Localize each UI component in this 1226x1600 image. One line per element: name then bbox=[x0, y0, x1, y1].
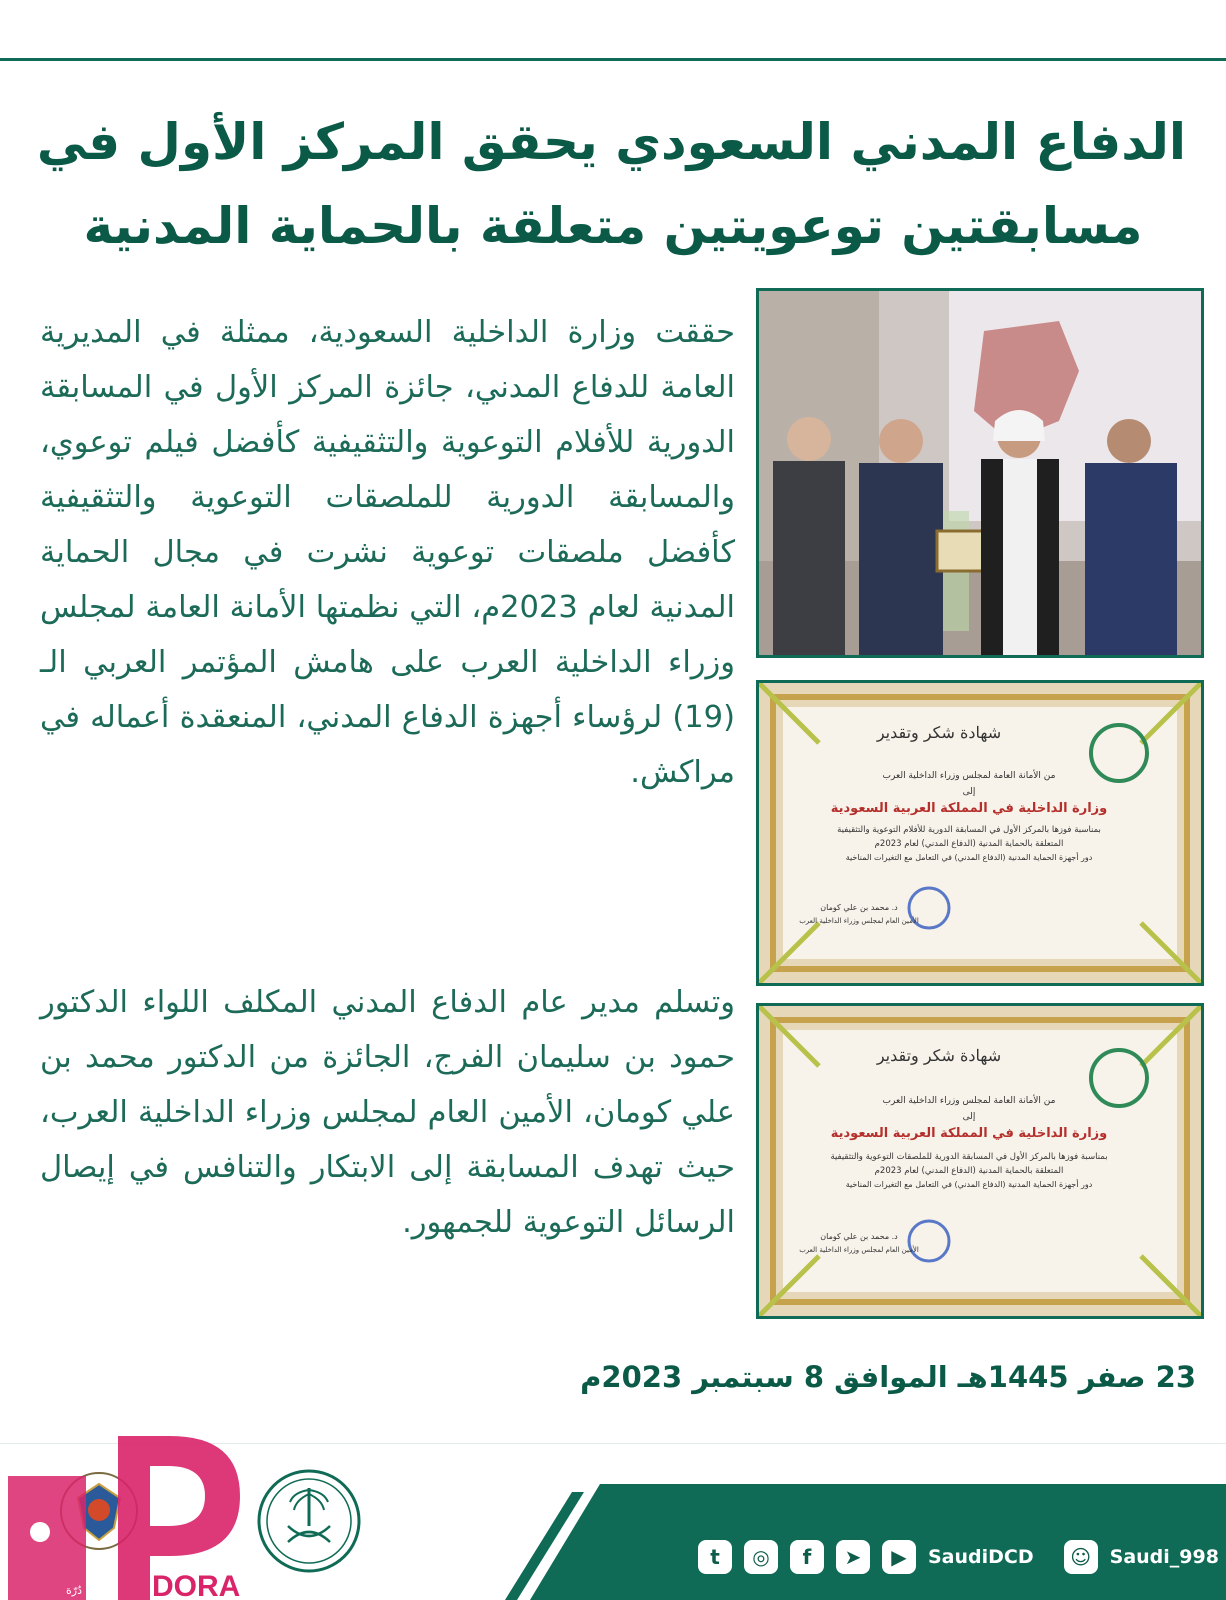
certificate-theme: دور أجهزة الحماية المدنية (الدفاع المدني) في التعامل مع التغيرات المناخية bbox=[845, 853, 1093, 862]
certificate-recipient: وزارة الداخلية في المملكة العربية السعودية bbox=[830, 801, 1108, 816]
watermark-logo bbox=[0, 1436, 245, 1600]
certificate-signer: د. محمد بن علي كومان bbox=[820, 903, 898, 912]
certificate-subtitle: المتعلقة بالحماية المدنية (الدفاع المدني) لعام 2023م bbox=[874, 1166, 1064, 1176]
article-paragraph-1: حققت وزارة الداخلية السعودية، ممثلة في المديرية العامة للدفاع المدني، جائزة المركز الأول في المسابقة الدورية للأفلام التوعوية والتثقيفية كأفضل فيلم توعوي، والمسابقة الدورية للملصقات التوعوية والتثقيفية كأفضل ملصقات توعوية نشرت في مجال الحماية المدنية لعام 2023م، التي نظمتها الأمانة العامة لمجلس وزراء الداخلية العرب على هامش المؤتمر العربي الـ (19) لرؤساء أجهزة الدفاع المدني، المنعقدة أعماله في مراكش. bbox=[40, 315, 735, 790]
certificate-photo-posters bbox=[756, 1003, 1204, 1319]
certificate-reason: بمناسبة فوزها بالمركز الأول في المسابقة الدورية للأفلام التوعوية والتثقيفية bbox=[837, 825, 1101, 835]
certificate-signer-title: الأمين العام لمجلس وزراء الداخلية العرب bbox=[799, 1246, 919, 1254]
social-bar bbox=[698, 1536, 1219, 1578]
certificate-recipient: وزارة الداخلية في المملكة العربية السعودية bbox=[830, 1126, 1108, 1141]
headline-line-1: الدفاع المدني السعودي يحقق المركز الأول في bbox=[36, 113, 1186, 171]
watermark-text: DORA bbox=[152, 1570, 241, 1600]
social-handle-998[interactable]: Saudi_998 bbox=[1109, 1546, 1219, 1568]
ministry-emblem bbox=[254, 1466, 364, 1576]
certificate-subtitle: المتعلقة بالحماية المدنية (الدفاع المدني) لعام 2023م bbox=[874, 839, 1064, 849]
telegram-icon[interactable]: ➤ bbox=[836, 1540, 870, 1574]
award-ceremony-photo bbox=[756, 288, 1204, 658]
snapchat-icon[interactable]: ☺ bbox=[1064, 1540, 1098, 1574]
certificate-signer-title: الأمين العام لمجلس وزراء الداخلية العرب bbox=[799, 917, 919, 925]
instagram-icon[interactable]: ◎ bbox=[744, 1540, 778, 1574]
twitter-icon[interactable]: t bbox=[698, 1540, 732, 1574]
ceremony-illustration bbox=[759, 291, 1201, 655]
certificate-theme: دور أجهزة الحماية المدنية (الدفاع المدني) في التعامل مع التغيرات المناخية bbox=[845, 1180, 1093, 1189]
certificate-from: من الأمانة العامة لمجلس وزراء الداخلية العرب bbox=[882, 771, 1056, 781]
certificate-signer: د. محمد بن علي كومان bbox=[820, 1232, 898, 1241]
headline-line-2: مسابقتين توعويتين متعلقة بالحماية المدنية bbox=[83, 197, 1143, 255]
certificate-title: شهادة شكر وتقدير bbox=[876, 723, 1002, 742]
certificate-title: شهادة شكر وتقدير bbox=[876, 1046, 1002, 1065]
youtube-icon[interactable]: ▶ bbox=[882, 1540, 916, 1574]
top-divider bbox=[0, 58, 1226, 61]
certificate-reason: بمناسبة فوزها بالمركز الأول في المسابقة الدورية للملصقات التوعوية والتثقيفية bbox=[830, 1152, 1108, 1162]
certificate-to: إلى bbox=[962, 787, 976, 797]
certificate-from: من الأمانة العامة لمجلس وزراء الداخلية العرب bbox=[882, 1096, 1056, 1106]
certificate-to: إلى bbox=[962, 1112, 976, 1122]
certificate-photo-films bbox=[756, 680, 1204, 986]
facebook-icon[interactable]: f bbox=[790, 1540, 824, 1574]
watermark-subtext: دُرّة bbox=[66, 1584, 82, 1597]
headline bbox=[36, 100, 1186, 268]
publication-date: 23 صفر 1445هـ الموافق 8 سبتمبر 2023م bbox=[580, 1360, 1196, 1394]
social-handle-dcd[interactable]: SaudiDCD bbox=[928, 1546, 1034, 1568]
article-paragraph-2: وتسلم مدير عام الدفاع المدني المكلف اللواء الدكتور حمود بن سليمان الفرج، الجائزة من الدكتور محمد بن علي كومان، الأمين العام لمجلس وزراء الداخلية العرب، حيث تهدف المسابقة إلى الابتكار والتنافس في إيصال الرسائل التوعوية للجمهور. bbox=[40, 985, 735, 1240]
